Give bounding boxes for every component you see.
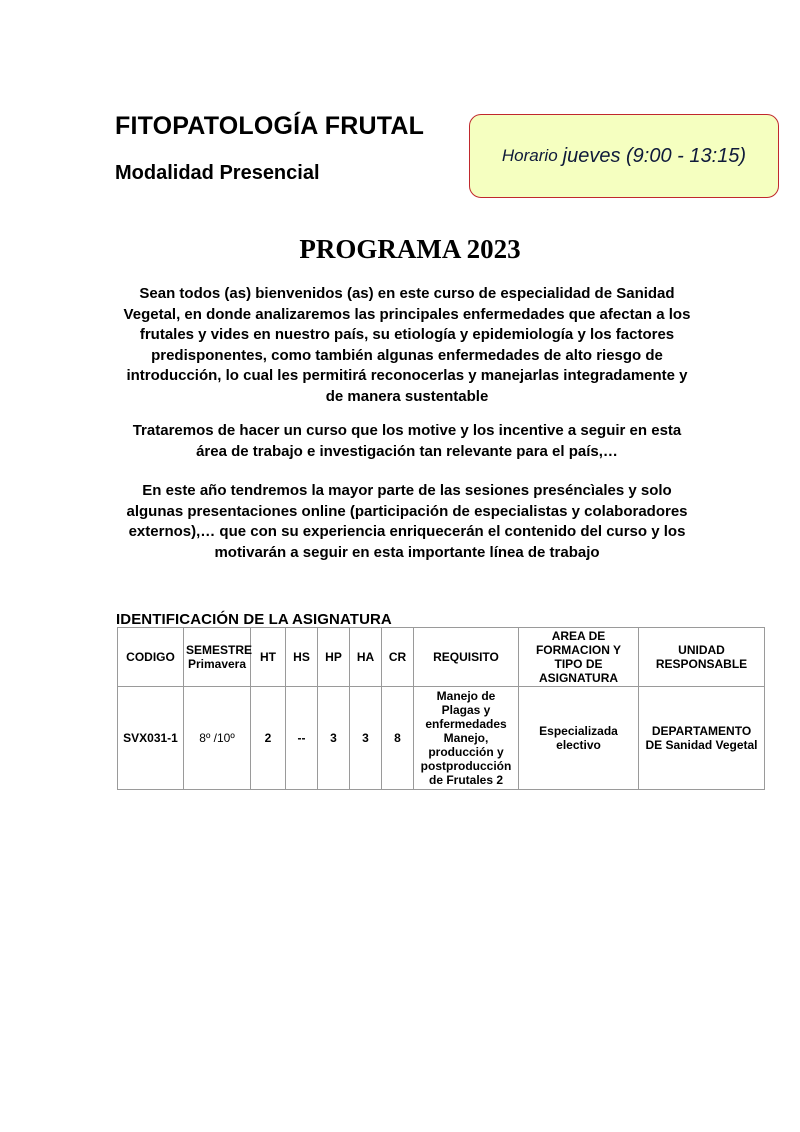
header-hp: HP	[318, 628, 350, 687]
cell-semestre: 8º /10º	[184, 687, 251, 790]
header-area-line: FORMACION Y	[535, 643, 622, 657]
unidad-line: DEPARTAMENTO	[651, 724, 752, 738]
requisito-line: Plagas y	[441, 703, 491, 717]
intro-line: En este año tendremos la mayor parte de las sesiones preséncìales y solo	[142, 482, 672, 499]
requisito-line: producción y	[428, 745, 504, 759]
intro-line: área de trabajo e investigación tan relevante para el país,…	[196, 442, 618, 460]
header-semestre-line: SEMESTRE	[186, 643, 253, 657]
intro-line: motivarán a seguir en esta importante línea de trabajo	[214, 543, 600, 561]
cell-ht: 2	[251, 687, 286, 790]
intro-line: Vegetal, en donde analizaremos las principales enfermedades que afectan a los	[123, 305, 691, 323]
requisito-line: de Frutales 2	[428, 773, 504, 787]
intro-line: Trataremos de hacer un curso que los motive y los incentive a seguir en esta	[132, 422, 682, 439]
intro-line: introducción, lo cual les permitirá reconocerlas y manejarlas integradamente y	[126, 367, 688, 384]
header-cr: CR	[382, 628, 414, 687]
intro-line: frutales y vides en nuestro país, su etiología y epidemiología y los factores	[139, 326, 675, 343]
course-title: FITOPATOLOGÍA FRUTAL	[115, 112, 425, 140]
schedule-label: Horario	[501, 146, 558, 165]
cell-codigo: SVX031-1	[118, 687, 184, 790]
table-row	[118, 687, 765, 790]
header-area-line: ASIGNATURA	[538, 671, 619, 685]
schedule-box	[469, 114, 779, 198]
header-unidad-line: RESPONSABLE	[655, 657, 748, 671]
header-area	[519, 628, 639, 687]
area-line: Especializada	[539, 724, 618, 738]
cell-area	[519, 687, 639, 790]
header-semestre-line: Primavera	[187, 657, 247, 671]
intro-line: Sean todos (as) bienvenidos (as) en este curso de especialidad de Sanidad	[139, 285, 675, 302]
header-area-line: AREA DE	[551, 629, 606, 643]
identification-section-title: IDENTIFICACIÓN DE LA ASIGNATURA	[116, 611, 392, 628]
requisito-line: enfermedades	[425, 717, 507, 731]
cell-ha: 3	[350, 687, 382, 790]
course-modality: Modalidad Presencial	[115, 162, 320, 184]
cell-hp: 3	[318, 687, 350, 790]
intro-line: externos),… que con su experiencia enriquecerán el contenido del curso y los	[128, 523, 686, 540]
header-ht: HT	[251, 628, 286, 687]
cell-cr: 8	[382, 687, 414, 790]
header-semestre	[184, 628, 251, 687]
header-unidad-line: UNIDAD	[678, 643, 725, 657]
header-area-line: TIPO DE	[554, 657, 603, 671]
intro-line: algunas presentaciones online (participación de especialistas y colaboradores	[126, 502, 688, 520]
intro-line: de manera sustentable	[325, 387, 489, 405]
header-codigo: CODIGO	[118, 628, 184, 687]
header-hs: HS	[286, 628, 318, 687]
schedule-value: jueves (9:00 - 13:15)	[562, 144, 747, 167]
requisito-line: postproducción	[420, 759, 512, 773]
requisito-line: Manejo,	[443, 731, 489, 745]
program-title: PROGRAMA 2023	[299, 234, 521, 264]
cell-requisito	[414, 687, 519, 790]
intro-line: predisponentes, como también algunas enfermedades de alto riesgo de	[151, 346, 663, 364]
subject-identification-table	[117, 627, 765, 790]
intro-paragraph-3	[112, 481, 702, 563]
table-header-row	[118, 628, 765, 687]
intro-paragraph-2	[112, 421, 702, 462]
intro-paragraph-1	[112, 284, 702, 407]
header-ha: HA	[350, 628, 382, 687]
cell-hs: --	[286, 687, 318, 790]
header-requisito: REQUISITO	[414, 628, 519, 687]
requisito-line: Manejo de	[436, 689, 496, 703]
header-unidad	[639, 628, 765, 687]
area-line: electivo	[556, 738, 601, 752]
cell-unidad	[639, 687, 765, 790]
unidad-line: DE Sanidad Vegetal	[645, 738, 758, 752]
